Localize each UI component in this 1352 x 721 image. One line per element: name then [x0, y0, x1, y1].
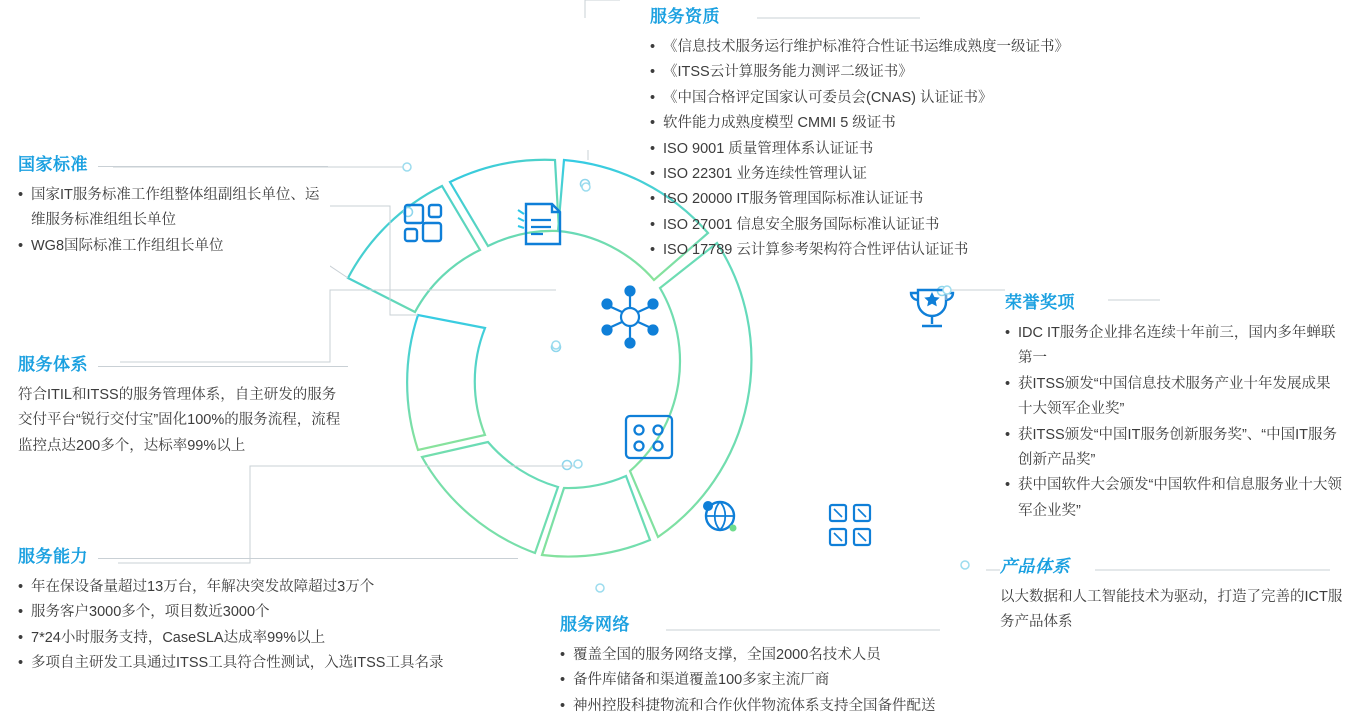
qr-blocks-icon	[830, 505, 870, 545]
block-title: 产品体系	[1000, 557, 1070, 576]
list-item: • ISO 22301 业务连续性管理认证	[650, 162, 1080, 187]
list-item: • 获ITSS颁发“中国IT服务创新服务奖”、“中国IT服务创新产品奖”	[1005, 423, 1345, 474]
globe-network-icon	[703, 501, 737, 532]
list-item: • 《ITSS云计算服务能力测评二级证书》	[650, 60, 1080, 85]
block-national-standard	[18, 150, 328, 259]
list-item: • 7*24小时服务支持，CaseSLA达成率99%以上	[18, 626, 518, 651]
block-title: 荣誉奖项	[1005, 293, 1075, 312]
block-list	[1005, 321, 1345, 524]
list-item: • WG8国际标准工作组组长单位	[18, 234, 328, 259]
list-item: • 《信息技术服务运行维护标准符合性证书运维成熟度一级证书》	[650, 35, 1080, 60]
list-item: • 国家IT服务标准工作组整体组副组长单位、运维服务标准组组长单位	[18, 183, 328, 234]
list-item: • 覆盖全国的服务网络支撑，全国2000名技术人员	[560, 643, 1080, 668]
block-service-qualification	[650, 2, 1080, 263]
node-dot	[552, 343, 561, 352]
block-service-system	[18, 350, 348, 459]
block-title: 服务网络	[560, 615, 630, 634]
list-item: • ISO 17789 云计算参考架构符合性评估认证证书	[650, 238, 1080, 263]
list-item: • ISO 9001 质量管理体系认证证书	[650, 137, 1080, 162]
list-item: • 获中国软件大会颁发“中国软件和信息服务业十大领军企业奖”	[1005, 473, 1345, 524]
list-item: • IDC IT服务企业排名连续十年前三，国内多年蝉联第一	[1005, 321, 1345, 372]
block-honor-award	[1005, 288, 1345, 524]
block-title: 服务体系	[18, 355, 88, 374]
block-title-row	[18, 350, 348, 383]
list-item: • 获ITSS颁发“中国信息技术服务产业十年发展成果十大领军企业奖”	[1005, 372, 1345, 423]
list-item: • 神州控股科捷物流和合作伙伴物流体系支持全国备件配送	[560, 694, 1080, 719]
list-item: • 备件库储备和渠道覆盖100多家主流厂商	[560, 668, 1080, 693]
list-item: • 服务客户3000多个，项目数近3000个	[18, 600, 518, 625]
list-item: • 多项自主研发工具通过ITSS工具符合性测试，入选ITSS工具名录	[18, 651, 518, 676]
title-rule	[98, 166, 328, 167]
block-title: 国家标准	[18, 155, 88, 174]
list-item: • 《中国合格评定国家认可委员会(CNAS) 认证证书》	[650, 86, 1080, 111]
block-list	[560, 643, 1080, 719]
list-item: • ISO 20000 IT服务管理国际标准认证证书	[650, 187, 1080, 212]
segment-honor-award[interactable]	[630, 243, 751, 537]
list-item: • 软件能力成熟度模型 CMMI 5 级证书	[650, 111, 1080, 136]
block-service-capability	[18, 542, 518, 677]
segment-service-capability[interactable]	[407, 315, 485, 450]
certificate-document-icon	[518, 204, 560, 244]
block-paragraph: 符合ITIL和ITSS的服务管理体系，自主研发的服务交付平台“锐行交付宝”固化100%的服务流程，流程监控点达200多个，达标率99%以上	[18, 387, 341, 454]
node-dot	[581, 180, 590, 189]
segment-service-network[interactable]	[422, 442, 558, 553]
trophy-star-icon	[911, 290, 953, 326]
block-title-row	[18, 542, 518, 575]
list-item: • 年在保设备量超过13万台，年解决突发故障超过3万个	[18, 575, 518, 600]
molecule-network-icon	[603, 287, 658, 348]
block-list	[18, 183, 328, 259]
block-list	[650, 35, 1080, 263]
title-rule	[98, 366, 348, 367]
title-rule	[98, 558, 518, 559]
block-title-row	[18, 150, 328, 183]
node-dot	[563, 461, 572, 470]
block-title: 服务资质	[650, 7, 720, 26]
block-paragraph: 以大数据和人工智能技术为驱动，打造了完善的ICT服务产品体系	[1000, 589, 1343, 631]
block-title: 服务能力	[18, 547, 88, 566]
list-item: • ISO 27001 信息安全服务国际标准认证证书	[650, 213, 1080, 238]
block-list	[18, 575, 518, 677]
block-service-network	[560, 610, 1080, 719]
